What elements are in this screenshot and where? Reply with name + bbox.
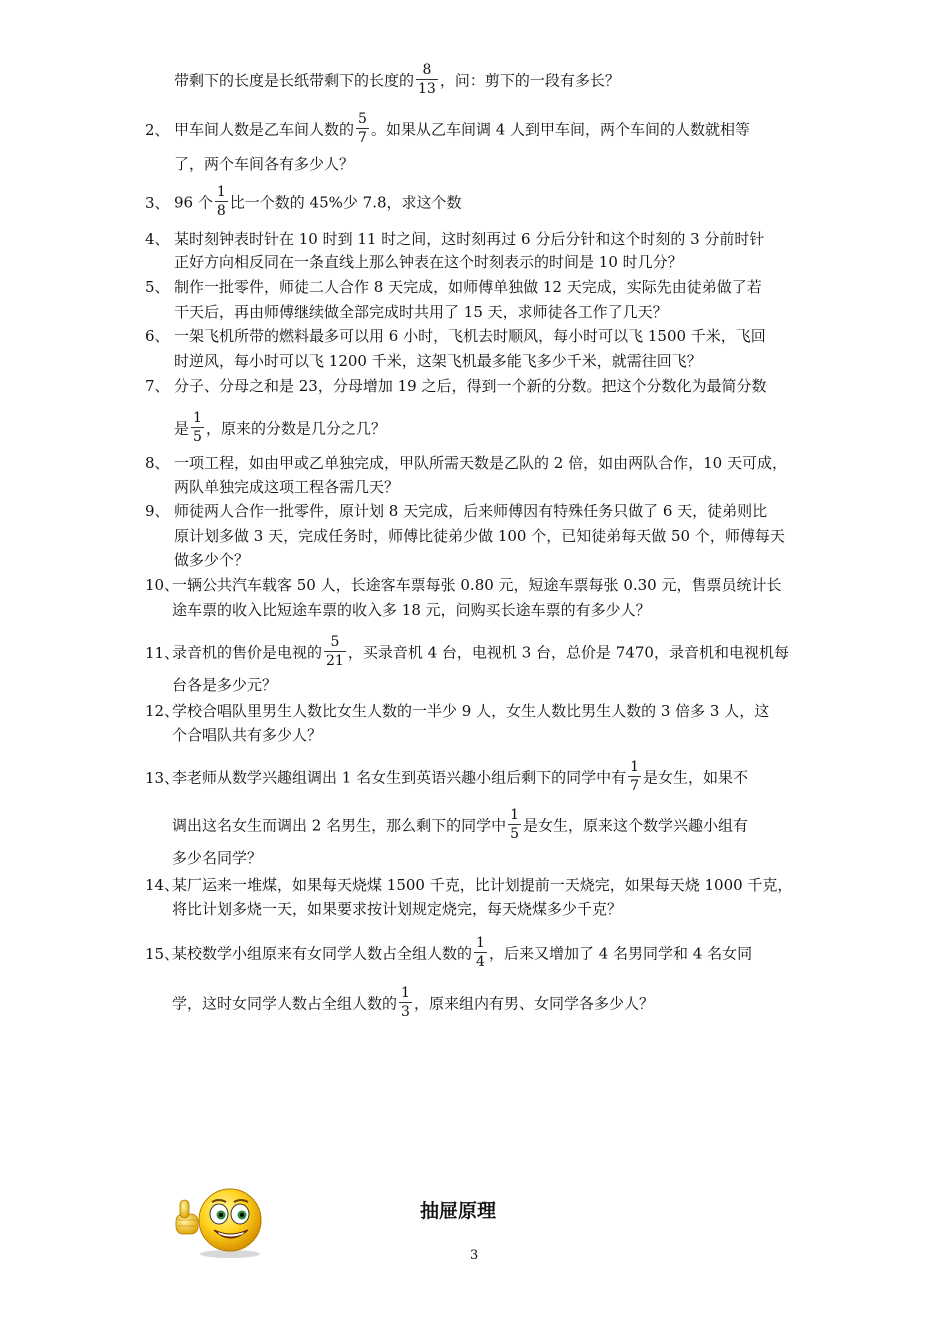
problem-line (145, 228, 764, 250)
fraction-numerator: 8 (422, 62, 432, 78)
problem-text: 将比计划多烧一天，如果要求按计划规定烧完，每天烧煤多少千克？ (172, 900, 623, 918)
problem-line (174, 64, 620, 99)
fraction-bar (474, 952, 487, 953)
fraction (508, 807, 521, 842)
fraction-bar (356, 128, 369, 129)
fraction (191, 410, 204, 445)
problem-text: ，原来组内有男、女同学各多少人？ (413, 994, 654, 1013)
fraction-bar (628, 776, 641, 777)
problem-line (174, 153, 354, 175)
problem-text: 干天后，再由师傅继续做全部完成时共用了 15 天，求师徒各工作了几天？ (174, 303, 668, 321)
problem-number: 2、 (145, 120, 170, 139)
problem-text: 调出这名女生而调出 2 名男生，那么剩下的同学中 (172, 816, 507, 835)
problem-text: 比一个数的 45%少 7.8，求这个数 (229, 193, 462, 212)
problem-line (172, 724, 322, 746)
fraction-denominator: 13 (418, 81, 436, 97)
problem-line (145, 574, 782, 596)
problem-line (145, 325, 766, 347)
problem-text: 带剩下的长度是长纸带剩下的长度的 (174, 71, 415, 90)
problem-number: 15、 (145, 944, 180, 963)
problem-text: 录音机的售价是电视的 (172, 643, 323, 662)
problem-text: 学校合唱队里男生人数比女生人数的一半少 9 人，女生人数比男生人数的 3 倍多 3 人，这 (172, 702, 770, 720)
problem-text: 一项工程，如由甲或乙单独完成，甲队所需天数是乙队的 2 倍，如由两队合作，10 天可成， (174, 454, 787, 472)
page-number: 3 (470, 1248, 479, 1263)
problem-number: 12、 (145, 702, 180, 720)
problem-text: ，后来又增加了 4 名男同学和 4 名女同 (488, 944, 753, 963)
problem-text: 原计划多做 3 天，完成任务时，师傅比徒弟少做 100 个，已知徒弟每天做 50 个，师傅每天 (174, 527, 785, 545)
fraction-numerator: 5 (330, 634, 340, 650)
problem-text: 台各是多少元？ (172, 676, 278, 694)
problem-line (174, 525, 785, 547)
problem-line (145, 636, 789, 671)
problem-number: 14、 (145, 876, 180, 894)
problem-text: 是女生，如果不 (643, 768, 749, 787)
problem-text: ，问：剪下的一段有多长？ (439, 71, 620, 90)
fraction-bar (508, 824, 521, 825)
problem-text: 某时刻钟表时针在 10 时到 11 时之间，这时刻再过 6 分后分针和这个时刻的 3 分前时针 (174, 230, 765, 248)
problem-text: 李老师从数学兴趣组调出 1 名女生到英语兴趣小组后剩下的同学中有 (172, 768, 627, 787)
fraction-denominator: 7 (630, 778, 640, 794)
problem-number: 13、 (145, 768, 180, 787)
fraction-bar (215, 201, 228, 202)
fraction (416, 62, 438, 97)
problem-text: 是女生，原来这个数学兴趣小组有 (523, 816, 749, 835)
fraction-numerator: 1 (401, 985, 410, 1001)
problem-line (172, 674, 277, 696)
problem-text: 分子、分母之和是 23，分母增加 19 之后，得到一个新的分数。把这个分数化为最简分数 (174, 377, 767, 395)
problem-line (172, 809, 748, 844)
problem-text: 了，两个车间各有多少人？ (174, 155, 355, 173)
fraction-bar (399, 1002, 412, 1003)
problem-text: 96 个 (174, 193, 213, 212)
problem-text: 两队单独完成这项工程各需几天？ (174, 478, 400, 496)
problem-text: 正好方向相反同在一条直线上那么钟表在这个时刻表示的时间是 10 时几分？ (174, 253, 683, 271)
fraction (324, 634, 346, 669)
fraction-bar (191, 427, 204, 428)
fraction-numerator: 1 (510, 807, 520, 823)
fraction-denominator: 5 (193, 429, 202, 445)
problem-line (145, 186, 462, 221)
problem-line (174, 412, 386, 447)
fraction-denominator: 4 (476, 954, 485, 970)
problem-line (174, 549, 249, 571)
problem-text: 途车票的收入比短途车票的收入多 18 元，问购买长途车票的有多少人？ (172, 601, 651, 619)
fraction-denominator: 8 (216, 203, 226, 219)
problem-line (174, 251, 683, 273)
problem-line (145, 375, 766, 397)
problem-text: 做多少个？ (174, 551, 250, 569)
fraction (628, 759, 641, 794)
problem-line (145, 937, 752, 972)
problem-number: 10、 (145, 576, 180, 594)
fraction-bar (324, 651, 346, 652)
fraction-denominator: 7 (358, 130, 367, 146)
fraction (399, 985, 412, 1020)
problem-line (145, 874, 792, 896)
problem-text: 多少名同学？ (172, 849, 263, 867)
fraction-bar (416, 79, 438, 80)
problem-number: 5、 (145, 278, 170, 296)
problem-text: 学，这时女同学人数占全组人数的 (172, 994, 398, 1013)
problem-text: 师徒两人合作一批零件，原计划 8 天完成，后来师傅因有特殊任务只做了 6 天，徒弟则比 (174, 502, 768, 520)
problem-number: 11、 (145, 643, 180, 662)
problem-number: 8、 (145, 454, 170, 472)
fraction-denominator: 5 (510, 826, 520, 842)
problem-number: 9、 (145, 502, 170, 520)
problem-line (145, 452, 787, 474)
problem-line (172, 987, 654, 1022)
problem-line (174, 350, 702, 372)
problem-line (174, 301, 668, 323)
problem-text: 是 (174, 419, 190, 438)
problem-number: 3、 (145, 193, 170, 212)
fraction-numerator: 1 (476, 935, 485, 951)
problem-text: ，原来的分数是几分之几？ (205, 419, 386, 438)
fraction-numerator: 1 (216, 184, 226, 200)
fraction (474, 935, 487, 970)
problem-line (145, 700, 769, 722)
fraction-numerator: 5 (358, 111, 367, 127)
problem-text: ，买录音机 4 台，电视机 3 台，总价是 7470，录音机和电视机每 (347, 643, 789, 662)
problem-text: 某校数学小组原来有女同学人数占全组人数的 (172, 944, 473, 963)
fraction-denominator: 3 (401, 1004, 410, 1020)
fraction-denominator: 21 (326, 653, 344, 669)
problem-line (172, 847, 262, 869)
problem-text: 。如果从乙车间调 4 人到甲车间，两个车间的人数就相等 (370, 120, 751, 139)
problem-text: 某厂运来一堆煤，如果每天烧煤 1500 千克，比计划提前一天烧完，如果每天烧 1000 千克， (172, 876, 793, 894)
section-title: 抽屉原理 (420, 1200, 497, 1222)
problem-text: 甲车间人数是乙车间人数的 (174, 120, 355, 139)
problem-text: 时逆风，每小时可以飞 1200 千米，这架飞机最多能飞多少千米，就需往回飞？ (174, 352, 702, 370)
problem-number: 4、 (145, 230, 170, 248)
problem-number: 6、 (145, 327, 170, 345)
fraction-numerator: 1 (630, 759, 640, 775)
fraction-numerator: 1 (193, 410, 202, 426)
thumbs-up-smiley-icon (172, 1180, 272, 1260)
problem-text: 制作一批零件，师徒二人合作 8 天完成，如师傅单独做 12 天完成，实际先由徒弟做了若 (174, 278, 762, 296)
problem-text: 个合唱队共有多少人？ (172, 726, 323, 744)
problem-line (145, 761, 748, 796)
problem-text: 一架飞机所带的燃料最多可以用 6 小时，飞机去时顺风，每小时可以飞 1500 千米，飞回 (174, 327, 766, 345)
problem-line (172, 898, 622, 920)
fraction (356, 111, 369, 146)
problem-text: 一辆公共汽车载客 50 人，长途客车票每张 0.80 元，短途车票每张 0.30 元，售票员统计长 (172, 576, 782, 594)
fraction (215, 184, 228, 219)
problem-number: 7、 (145, 377, 170, 395)
problem-line (172, 599, 651, 621)
problem-line (174, 476, 399, 498)
problem-line (145, 276, 762, 298)
problem-line (145, 500, 767, 522)
problem-line (145, 113, 750, 148)
